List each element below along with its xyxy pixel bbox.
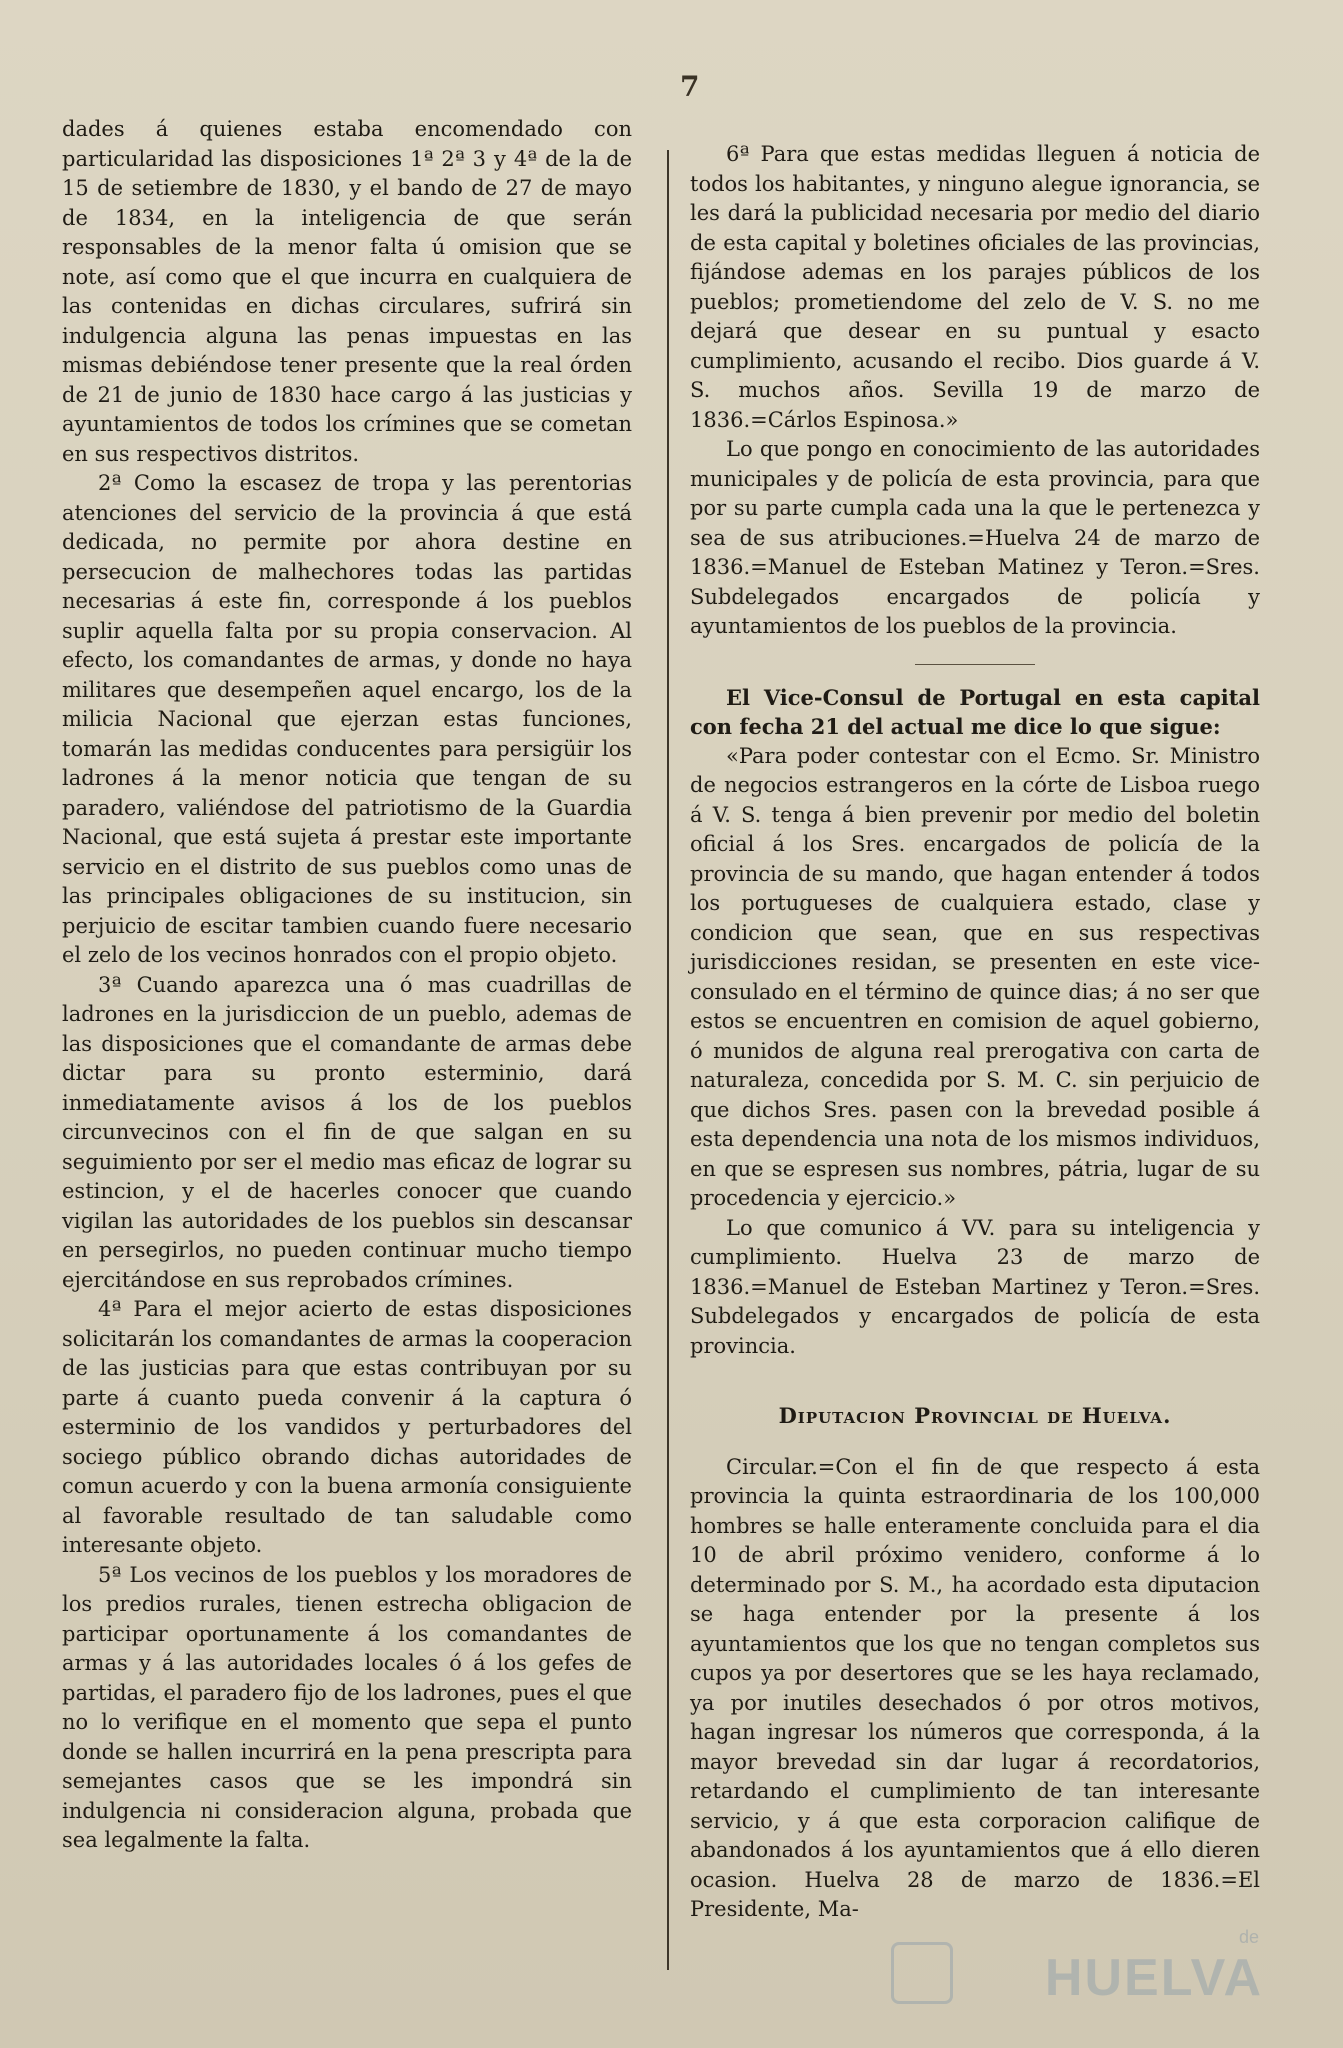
- paragraph-article-5: 5ª Los vecinos de los pueblos y los moradores de los predios rurales, tienen estrecha obligacion de participar oportunamente á los comandantes de armas y á las autoridades locales ó á los gefes de partidas, el paradero fijo de los ladrones, pues el que no lo verifique en el momento que sepa el punto donde se hallen incurrirá en la pena prescripta para semejantes casos que se les impondrá sin indulgencia ni consideracion alguna, probada que sea legalmente la falta.: [62, 1562, 632, 1852]
- watermark-label: de: [1238, 1927, 1259, 1947]
- paragraph-circular: Circular.=Con el fin de que respecto á esta provincia la quinta estraordinaria de los 100,000 hombres se halle enteramente concluida para el dia 10 de abril próximo venidero, conforme á lo determinado por S. M., ha acordado esta diputacion se haga entender por la presente á los ayuntamientos que los que no tengan completos sus cupos ya por desertores que se les haya reclamado, ya por inutiles desechados ó por otros motivos, hagan ingresar los números que corresponda, á la mayor brevedad sin dar lugar á recordatorios, retardando el cumplimiento de tan interesante servicio, y á que esta corporacion califique de abandonados á los ayuntamientos que á ello dieren ocasion. Huelva 28 de marzo de 1836.=El Presidente, Ma-: [690, 1454, 1260, 1921]
- watermark-text: HUELVA: [1044, 1949, 1263, 2007]
- column-divider: [667, 150, 669, 1970]
- paragraph-continuation: dades á quienes estaba encomendado con particularidad las disposiciones 1ª 2ª 3 y 4ª de la de 15 de setiembre de 1830, y el bando de 27 de mayo de 1834, en la inteligencia de que serán responsables de la menor falta ú omision que se note, así como que el que incurra en cualquiera de las contenidas en dichas circulares, sufrirá sin indulgencia alguna las penas impuestas en las mismas debiéndose tener presente que la real órden de 21 de junio de 1830 hace cargo á las justicias y ayuntamientos de todos los crímines que se cometan en sus respectivos distritos.: [62, 117, 632, 466]
- paragraph-article-6: 6ª Para que estas medidas lleguen á noticia de todos los habitantes, y ninguno alegue ignorancia, se les dará la publicidad necesaria por medio del diario de esta capital y boletines oficiales de las provincias, fijándose ademas en los parajes públicos de los pueblos; prometiendome del zelo de V. S. no me dejará que desear en su puntual y esacto cumplimiento, acusando el recibo. Dios guarde á V. S. muchos años. Sevilla 19 de marzo de 1836.=Cárlos Espinosa.»: [690, 142, 1260, 432]
- paragraph-article-2: 2ª Como la escasez de tropa y las perentorias atenciones del servicio de la provincia á que está dedicada, no permite por ahora destine en persecucion de malhechores todas las partidas necesarias á este fin, corresponde á los pueblos suplir aquella falta por su propia conservacion. Al efecto, los comandantes de armas, y donde no haya militares que desempeñen aquel encargo, los de la milicia Nacional que ejerzan estas funciones, tomarán las medidas conducentes para persigüir los ladrones á la menor noticia que tengan de su paradero, valiéndose del patriotismo de la Guardia Nacional, que está sujeta á prestar este importante servicio en el distrito de sus pueblos como unas de las principales obligaciones de su institucion, sin perjuicio de escitar tambien cuando fuere necesario el zelo de los vecinos honrados con el propio objeto.: [62, 471, 632, 967]
- paragraph-huelva-notice: Lo que pongo en conocimiento de las autoridades municipales y de policía de esta provincia, para que por su parte cumpla cada una la que le pertenezca y sea de sus atribuciones.=Huelva 24 de marzo de 1836.=Manuel de Esteban Matinez y Teron.=Sres. Subdelegados encargados de policía y ayuntamientos de los pueblos de la provincia.: [690, 437, 1260, 638]
- paragraph-article-3: 3ª Cuando aparezca una ó mas cuadrillas de ladrones en la jurisdiccion de un pueblo, ademas de las disposiciones que el comandante de armas debe dictar para su pronto esterminio, dará inmediatamente avisos á los de los pueblos circunvecinos con el fin de que salgan en su seguimiento por ser el medio mas eficaz de lograr su estincion, y el de hacerles conocer que cuando vigilan las autoridades de los pueblos sin descansar en persegirlos, no pueden continuar mucho tiempo ejercitándose en sus reprobados crímines.: [62, 972, 632, 1292]
- right-column: [690, 140, 1260, 1925]
- archive-logo-icon: [891, 1942, 953, 2004]
- left-column: [62, 115, 632, 1856]
- paragraph-article-4: 4ª Para el mejor acierto de estas disposiciones solicitarán los comandantes de armas la cooperacion de las justicias para que estas contribuyan por su parte á cuanto pueda convenir á la captura ó esterminio de los vandidos y perturbadores del sociego público obrando dichas autoridades de comun acuerdo y con la buena armonía consiguiente al favorable resultado de tan saludable como interesante objeto.: [62, 1297, 632, 1557]
- paragraph-consul-quote: «Para poder contestar con el Ecmo. Sr. Ministro de negocios estrangeros en la córte de Lisboa ruego á V. S. tenga á bien prevenir por medio del boletin oficial á los Sres. encargados de policía de la provincia de su mando, que hagan entender á todos los portugueses de cualquiera estado, clase y condicion que sean, que en sus respectivas jurisdicciones residan, se presenten en este vice-consulado en el término de quince dias; á no ser que estos se encuentren en comision de aquel gobierno, ó munidos de alguna real prerogativa con carta de naturaleza, concedida por S. M. C. sin perjuicio de que dichos Sres. pasen con la brevedad posible á esta dependencia una nota de los mismos individuos, en que se espresen sus nombres, pátria, lugar de su procedencia y ejercicio.»: [690, 743, 1260, 1210]
- page-number: 7: [680, 70, 700, 103]
- paragraph-vice-consul: El Vice-Consul de Portugal en esta capital con fecha 21 del actual me dice lo que sigue:: [690, 684, 1260, 739]
- paragraph-communication: Lo que comunico á VV. para su inteligencia y cumplimiento. Huelva 23 de marzo de 1836.=Manuel de Esteban Martinez y Teron.=Sres. Subdelegados y encargados de policía de esta provincia.: [690, 1215, 1260, 1358]
- section-separator: [915, 664, 1035, 665]
- section-heading: Diputacion Provincial de Huelva.: [778, 1403, 1172, 1428]
